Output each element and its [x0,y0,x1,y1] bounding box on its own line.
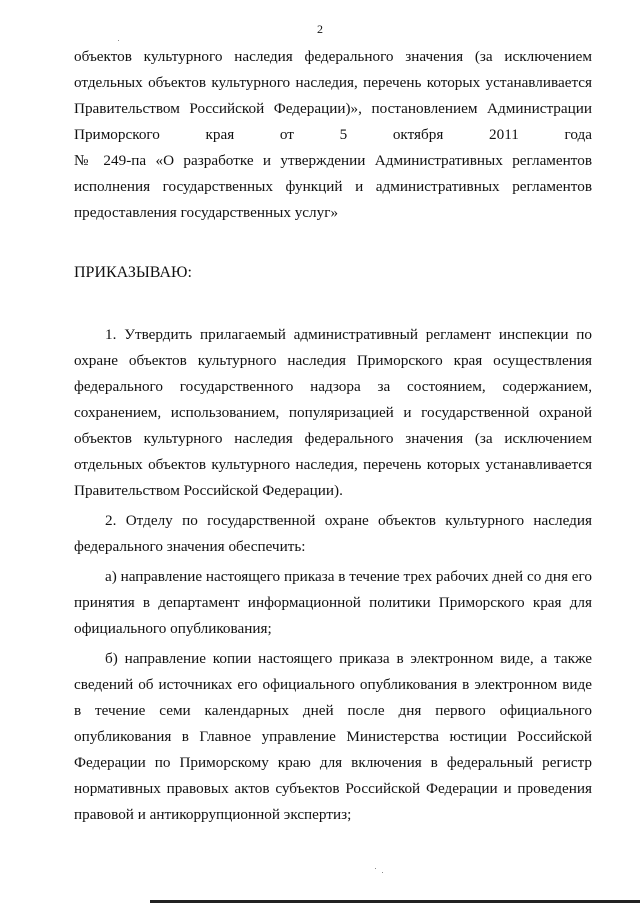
paragraph-3: а) направление настоящего приказа в течение трех рабочих дней со дня его принятия в департамент информационной политики Приморского края для официального опубликования; [74,568,592,637]
document-body [74,44,592,828]
intro-word: Приморского [74,126,160,143]
intro-word: года [564,126,592,143]
intro-word: края [205,126,235,143]
scan-bottom-edge [150,900,640,903]
scan-speck [382,872,383,873]
intro-line-5: № 249-па «О разработке и утверждении Административных регламентов [74,152,592,169]
intro-line-7: предоставления государственных услуг» [74,204,339,221]
spacer [74,226,592,260]
page-number: 2 [317,22,323,36]
intro-word: октября [392,126,444,143]
intro-line-4 [74,122,592,148]
intro-line-6: исполнения государственных функций и административных регламентов [74,178,592,195]
intro-word: 5 [339,126,348,143]
intro-line-2: отдельных объектов культурного наследия, перечень которых устанавливается [74,74,592,91]
scan-speck [375,868,376,869]
scan-speck [118,40,119,41]
paragraph-2: 2. Отделу по государственной охране объектов культурного наследия федерального значения обеспечить: [74,512,592,555]
paragraph-1: 1. Утвердить прилагаемый административный регламент инспекции по охране объектов культурного наследия Приморского края осуществления федерального государственного надзора за состоянием, содержанием, сохранением, использованием, популяризацией и государственной охраной объектов культурного наследия федерального значения (за исключением отдельных объектов культурного наследия, перечень которых устанавливается Правительством Российской Федерации). [74,326,592,499]
intro-line-1: объектов культурного наследия федерального значения (за исключением [74,48,592,65]
paragraph-4: б) направление копии настоящего приказа в электронном виде, а также сведений об источниках его официального опубликования в электронном виде в течение семи календарных дней после дня первого официального опубликования в Главное управление Министерства юстиции Российской Федерации по Приморскому краю для включения в федеральный регистр нормативных правовых актов субъектов Российской Федерации и проведения правовой и антикоррупционной экспертиз; [74,650,592,823]
intro-word: 2011 [489,126,519,143]
spacer [74,286,592,322]
intro-word: от [279,126,294,143]
order-heading: ПРИКАЗЫВАЮ: [74,264,192,281]
intro-line-3: Правительством Российской Федерации)», постановлением Администрации [74,100,592,117]
